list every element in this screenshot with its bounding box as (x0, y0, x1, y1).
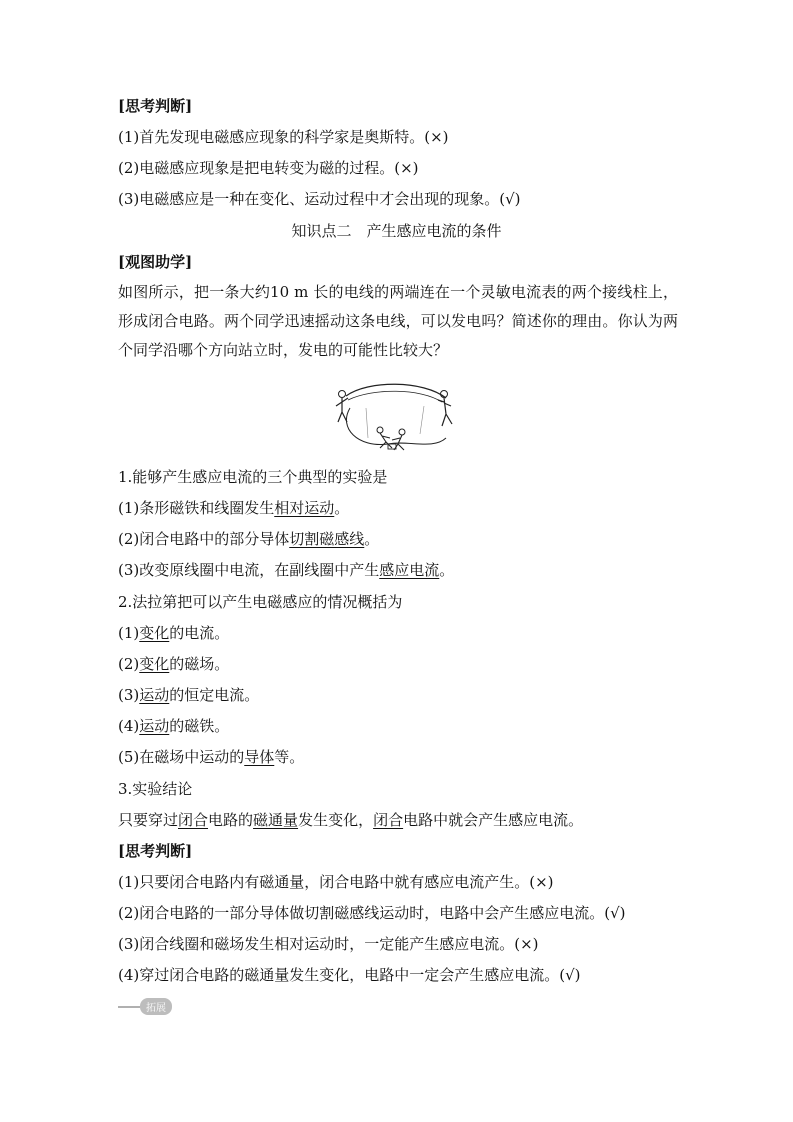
section2-item: (2)闭合电路的一部分导体做切割磁感线运动时，电路中会产生感应电流。(√) (118, 904, 626, 922)
point2-item: (4)运动的磁铁。 (118, 717, 230, 735)
section1-item: (1)首先发现电磁感应现象的科学家是奥斯特。(×) (118, 128, 449, 146)
point1-item: (2)闭合电路中的部分导体切割磁感线。 (118, 530, 380, 548)
students-rope-illustration (328, 378, 460, 458)
observe-header: [观图助学] (118, 253, 193, 271)
observe-paragraph: 如图所示，把一条大约10 m 长的电线的两端连在一个灵敏电流表的两个接线柱上，形成闭合电路。两个同学迅速摇动这条电线，可以发电吗？简述你的理由。你认为两个同学沿哪个方向站立时，发电的可能性比较大？ (118, 283, 678, 359)
section-title: 知识点二 产生感应电流的条件 (291, 222, 502, 240)
point2-item: (2)变化的磁场。 (118, 655, 230, 673)
extension-tag (118, 998, 172, 1015)
point1-title: 1.能够产生感应电流的三个典型的实验是 (118, 468, 388, 486)
point2-item: (3)运动的恒定电流。 (118, 686, 260, 704)
point1-item: (1)条形磁铁和线圈发生相对运动。 (118, 499, 350, 517)
section2-header: [思考判断] (118, 842, 193, 860)
section1-header: [思考判断] (118, 97, 193, 115)
point1-item: (3)改变原线圈中电流，在副线圈中产生感应电流。 (118, 561, 455, 579)
point2-item: (5)在磁场中运动的导体等。 (118, 748, 305, 766)
section1-item: (3)电磁感应是一种在变化、运动过程中才会出现的现象。(√) (118, 190, 521, 208)
section2-item: (4)穿过闭合电路的磁通量发生变化，电路中一定会产生感应电流。(√) (118, 966, 581, 984)
section2-item: (3)闭合线圈和磁场发生相对运动时，一定能产生感应电流。(×) (118, 935, 539, 953)
point3-statement: 只要穿过闭合电路的磁通量发生变化，闭合电路中就会产生感应电流。 (118, 811, 584, 829)
point2-title: 2.法拉第把可以产生电磁感应的情况概括为 (118, 593, 403, 611)
section2-item: (1)只要闭合电路内有磁通量，闭合电路中就有感应电流产生。(×) (118, 873, 554, 891)
point3-title: 3.实验结论 (118, 780, 193, 798)
tag-divider (118, 1006, 140, 1008)
extension-label: 拓展 (140, 998, 172, 1015)
section1-item: (2)电磁感应现象是把电转变为磁的过程。(×) (118, 159, 419, 177)
point2-item: (1)变化的电流。 (118, 624, 230, 642)
